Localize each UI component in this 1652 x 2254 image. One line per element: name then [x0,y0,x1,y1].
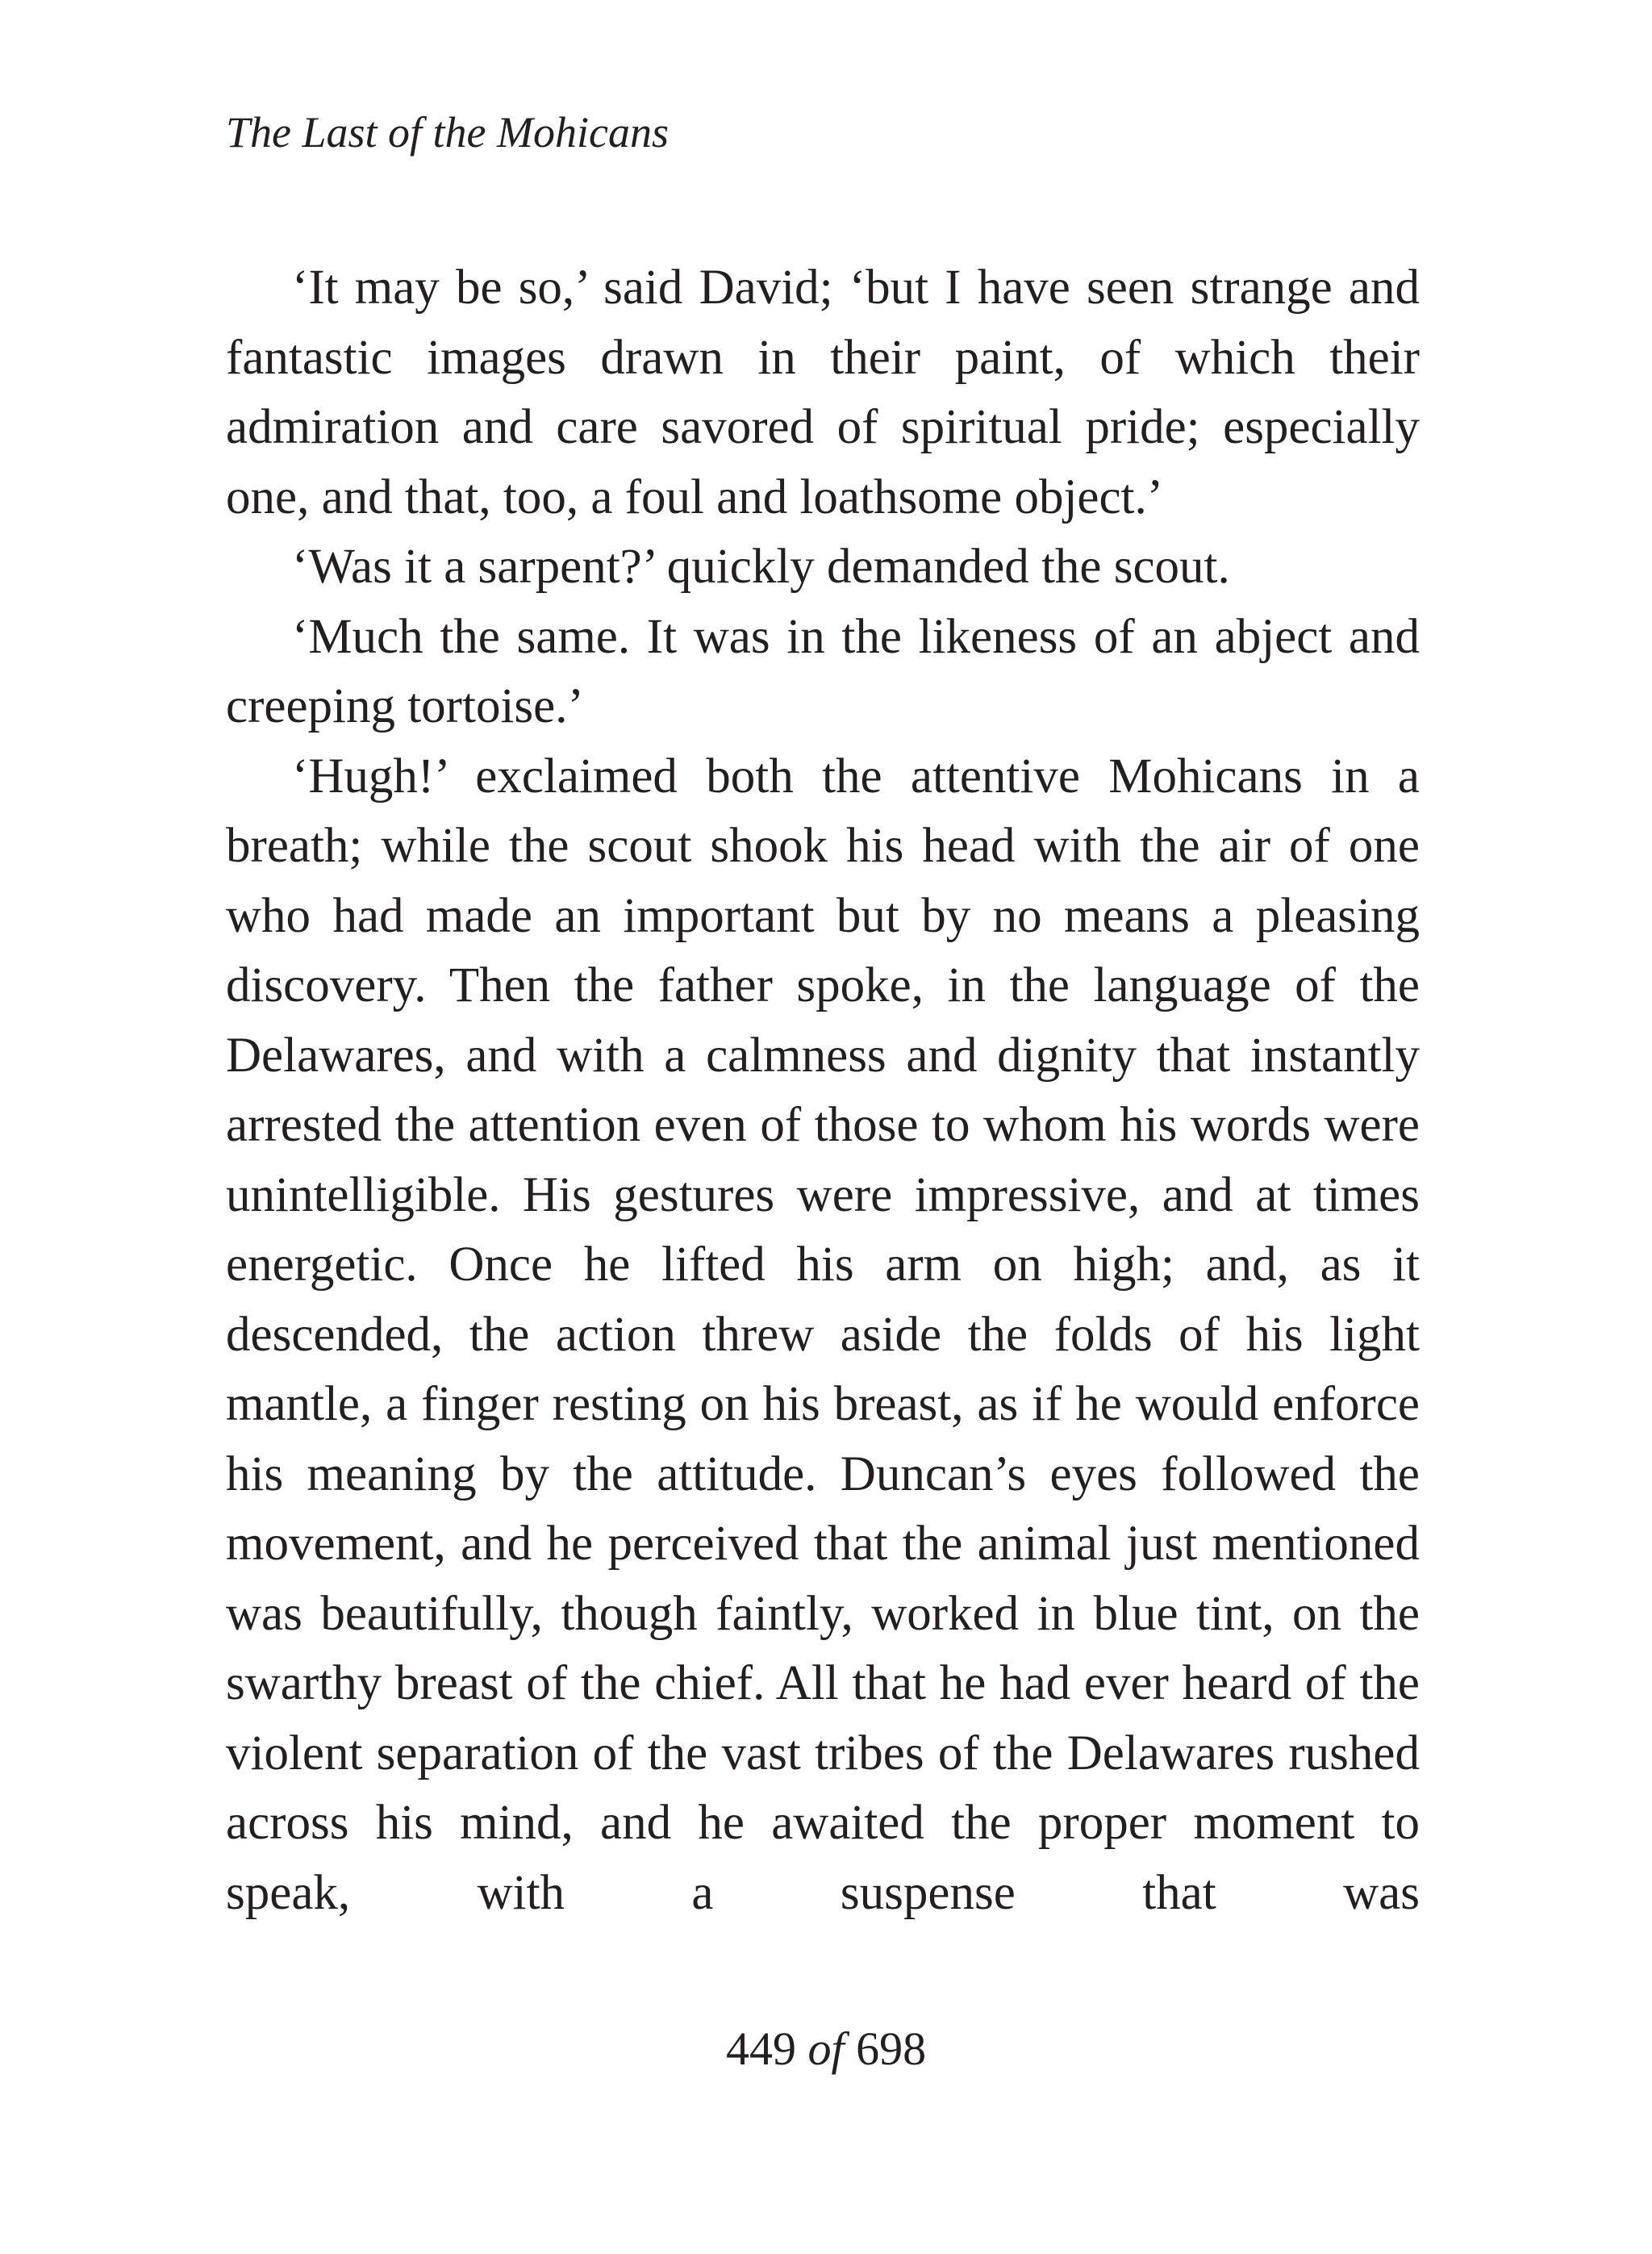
page-current: 449 [725,2022,796,2075]
running-title: The Last of the Mohicans [226,108,669,157]
page-body [226,253,1420,1928]
page-number [0,2017,1652,2081]
paragraph: ‘It may be so,’ said David; ‘but I have seen strange and fantastic images drawn in their paint, of which their admiration and care savored of spiritual pride; especially one, and that, too, a foul and loathsome object.’ [226,261,1420,524]
paragraph: ‘Was it a sarpent?’ quickly demanded the scout. [292,540,1230,594]
page-of-word: of [807,2022,845,2075]
paragraph: ‘Hugh!’ exclaimed both the attentive Mohicans in a breath; while the scout shook his head with the air of one who had made an important but by no means a pleasing discovery. Then the father spoke, in the language of the Delawares, and with a calmness and dignity that instantly arrested the attention even of those to whom his words were unintelligible. His gestures were impressive, and at times energetic. Once he lifted his arm on high; and, as it descended, the action threw aside the folds of his light mantle, a finger resting on his breast, as if he would enforce his meaning by the attitude. Duncan’s eyes followed the movement, and he perceived that the animal just mentioned was beautifully, though faintly, worked in blue tint, on the swarthy breast of the chief. All that he had ever heard of the violent separation of the vast tribes of the Delawares rushed across his mind, and he awaited the proper moment to speak, with a suspense that was [226,749,1420,1920]
page-total: 698 [856,2022,927,2075]
paragraph: ‘Much the same. It was in the likeness of an abject and creeping tortoise.’ [226,609,1420,733]
